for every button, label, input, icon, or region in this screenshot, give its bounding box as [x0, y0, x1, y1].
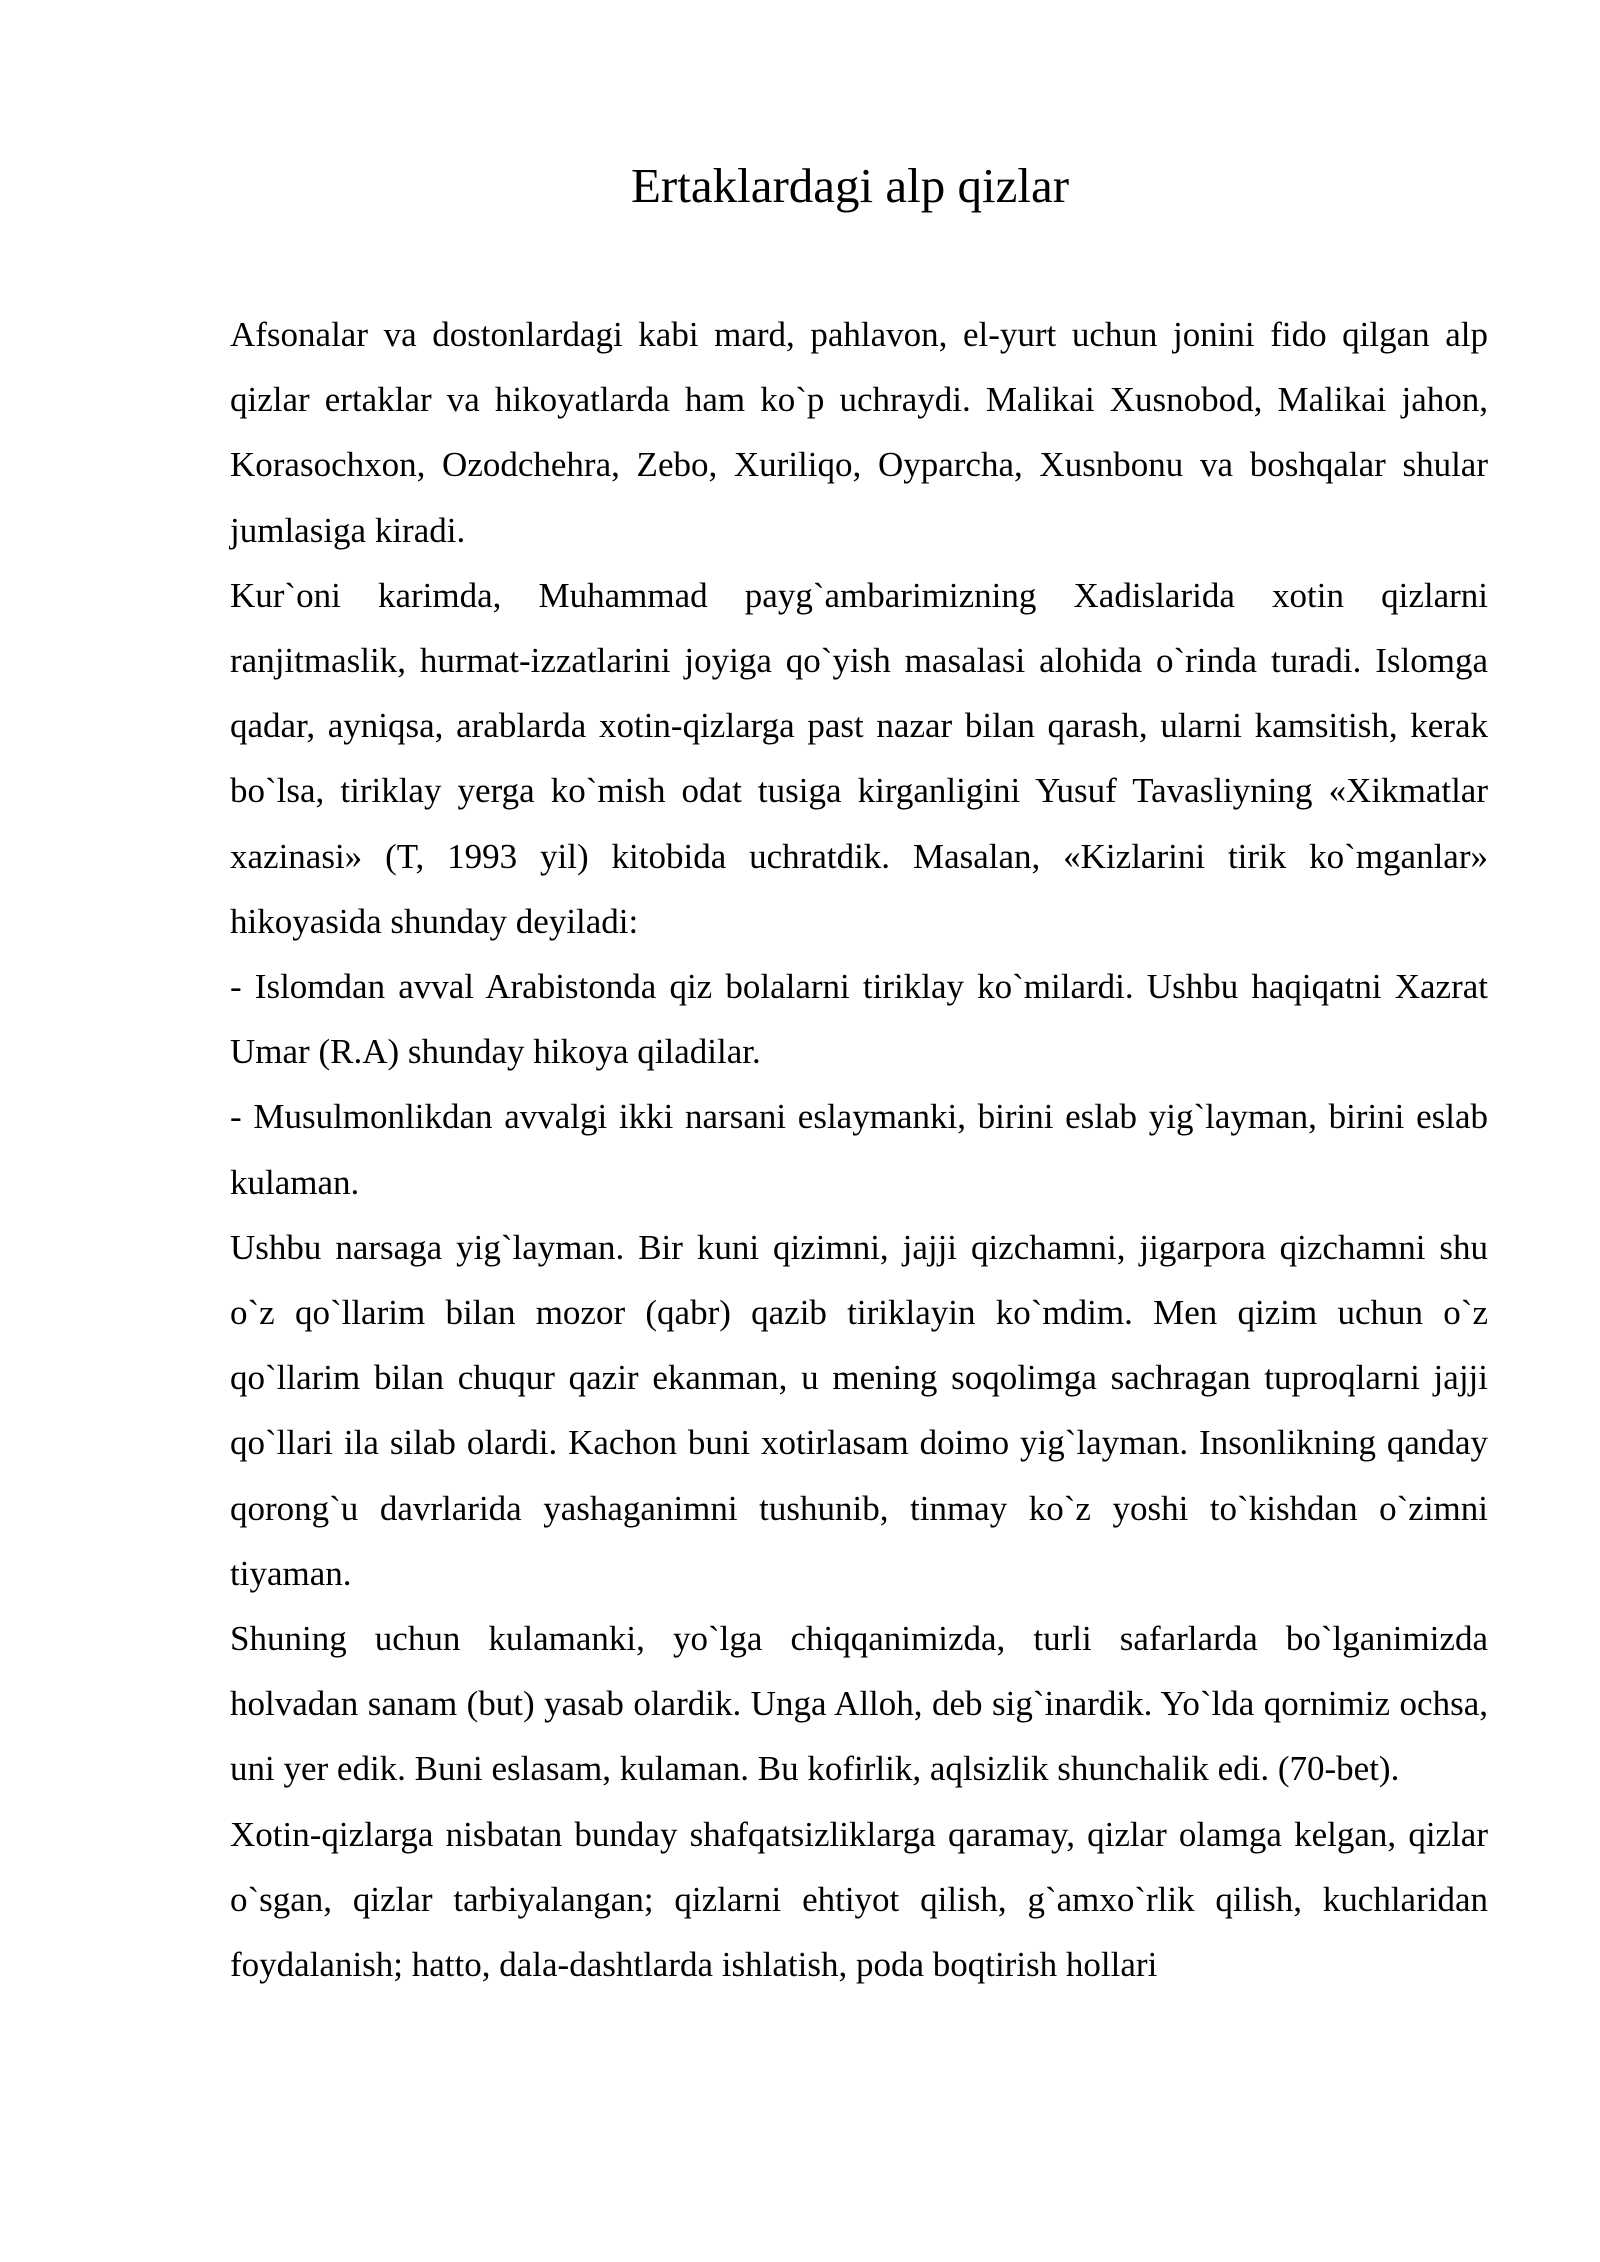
paragraph-6: Shuning uchun kulamanki, yo`lga chiqqanimizda, turli safarlarda bo`lganimizda holvadan sanam (but) yasab olardik. Unga Alloh, deb sig`inardik. Yo`lda qornimiz ochsa, uni yer edik. Buni eslasam, kulaman. Bu kofirlik, aqlsizlik shunchalik edi. (70-bet).: [230, 1619, 1488, 1789]
paragraph-3: - Islomdan avval Arabistonda qiz bolalarni tiriklay ko`milardi. Ushbu haqiqatni Xazrat Umar (R.A) shunday hikoya qiladilar.: [230, 967, 1488, 1072]
paragraph-2: Kur`oni karimda, Muhammad payg`ambarimizning Xadislarida xotin qizlarni ranjitmaslik, hurmat-izzatlarini joyiga qo`yish masalasi alohida o`rinda turadi. Islomga qadar, ayniqsa, arablarda xotin-qizlarga past nazar bilan qarash, ularni kamsitish, kerak bo`lsa, tiriklay yerga ko`mish odat tusiga kirganligini Yusuf Tavasliyning «Xikmatlar xazinasi» (T, 1993 yil) kitobida uchratdik. Masalan, «Kizlarini tirik ko`mganlar» hikoyasida shunday deyiladi:: [230, 575, 1488, 941]
paragraph-7: Xotin-qizlarga nisbatan bunday shafqatsizliklarga qaramay, qizlar olamga kelgan, qizlar o`sgan, qizlar tarbiyalangan; qizlarni ehtiyot qilish, g`amxo`rlik qilish, kuchlaridan foydalanish; hatto, dala-dashtlarda ishlatish, poda boqtirish hollari: [230, 1814, 1488, 1985]
paragraph-4: - Musulmonlikdan avvalgi ikki narsani eslaymanki, birini eslab yig`layman, birini eslab kulaman.: [230, 1097, 1488, 1202]
page-title: Ertaklardagi alp qizlar: [630, 158, 1070, 213]
document-body: [230, 302, 1488, 1997]
paragraph-1: Afsonalar va dostonlardagi kabi mard, pahlavon, el-yurt uchun jonini fido qilgan alp qizlar ertaklar va hikoyatlarda ham ko`p uchraydi. Malikai Xusnobod, Malikai jahon, Korasochxon, Ozodchehra, Zebo, Xuriliqo, Oyparcha, Xusnbonu va boshqalar shular jumlasiga kiradi.: [230, 315, 1488, 550]
paragraph-5: Ushbu narsaga yig`layman. Bir kuni qizimni, jajji qizchamni, jigarpora qizchamni shu o`z qo`llarim bilan mozor (qabr) qazib tiriklayin ko`mdim. Men qizim uchun o`z qo`llarim bilan chuqur qazir ekanman, u mening soqolimga sachragan tuproqlarni jajji qo`llari ila silab olardi. Kachon buni xotirlasam doimo yig`layman. Insonlikning qanday qorong`u davrlarida yashaganimni tushunib, tinmay ko`z yoshi to`kishdan o`zimni tiyaman.: [230, 1227, 1488, 1593]
